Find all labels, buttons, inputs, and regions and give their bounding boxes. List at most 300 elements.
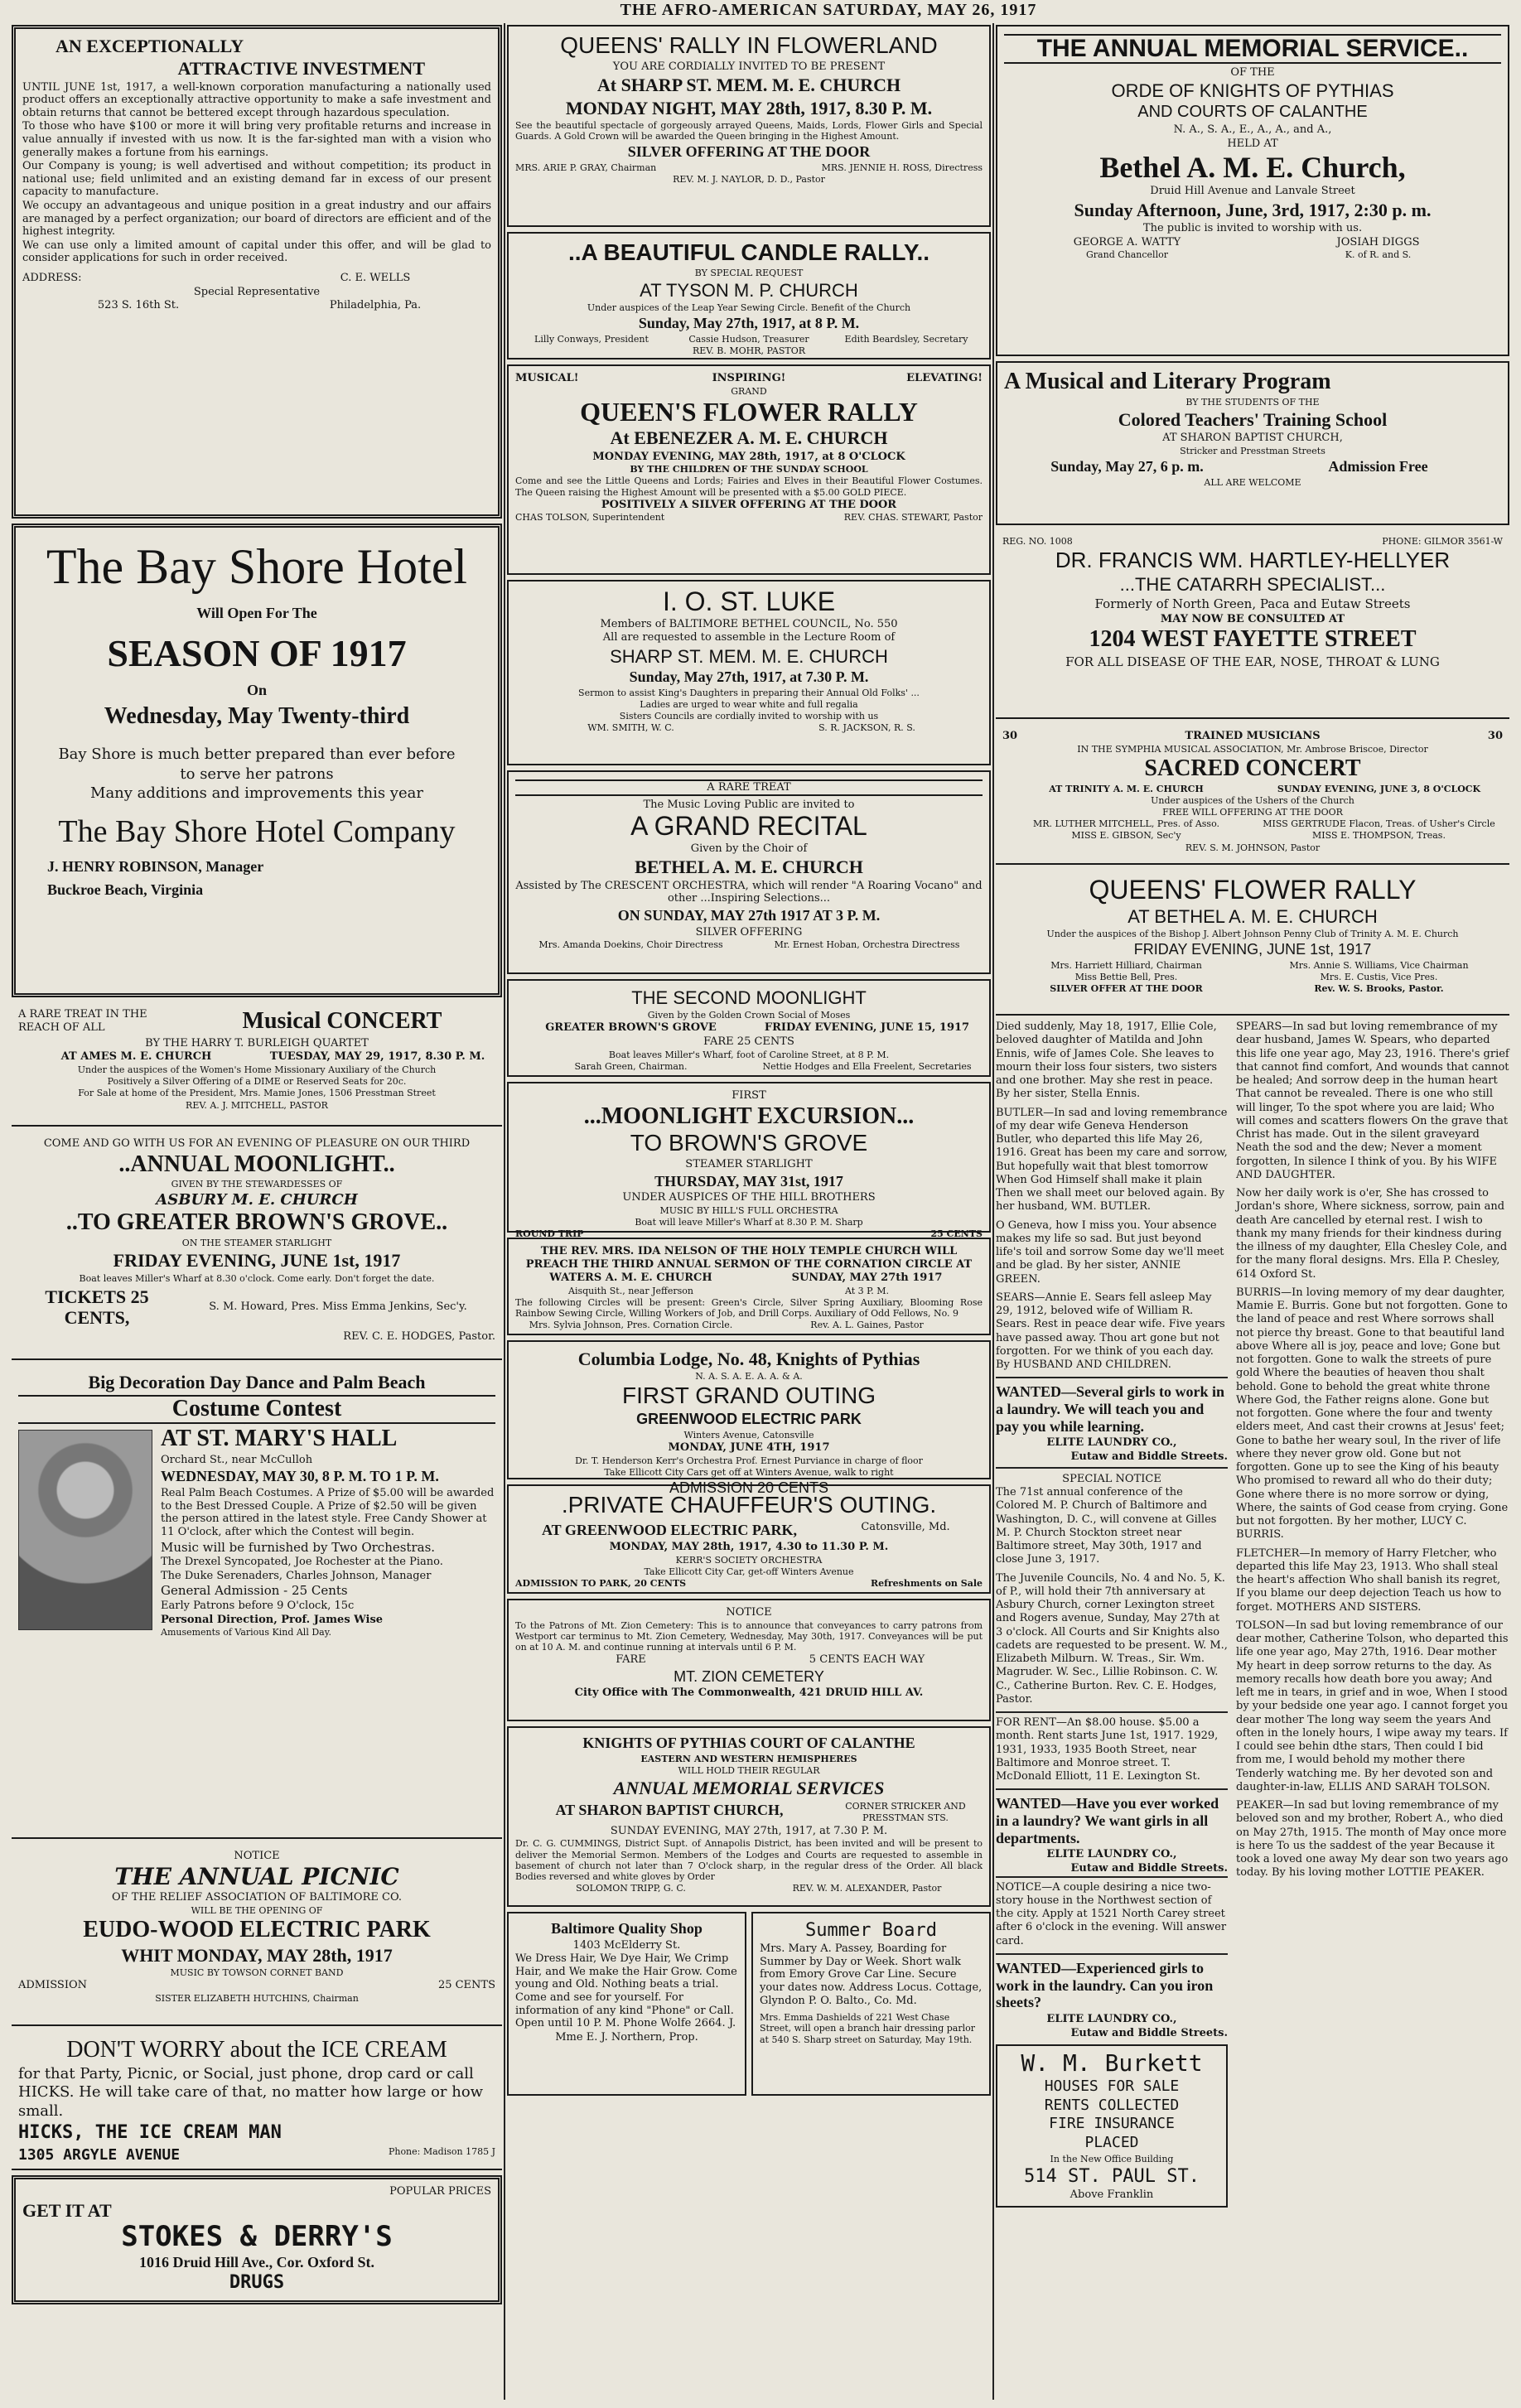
ad-body: We Dress Hair, We Dye Hair, We Crimp Hair, and We make the Hair Grow. Come young and Old. Nothing beats a trial. Come and see for yourself. For information of any kind "Phone" or Call. Open until 10 P. M. Phone Wolfe 2664. J. (515, 1952, 737, 2030)
ad-text: A RARE TREAT IN THE REACH OF ALL (18, 1008, 147, 1034)
annual-picnic-ad (12, 1844, 502, 2026)
ad-headline: MT. ZION CEMETERY (674, 1667, 824, 1685)
ad-text: RENTS COLLECTED (1044, 2096, 1180, 2114)
ad-body: To the Patrons of Mt. Zion Cemetery: This is to announce that conveyances to carry patrons from Westport car terminus to Mt. Zion Cemetery, Wednesday, May 30th, 1917. Conveyances will be put on at 10 A. M. and continue running at intervals until 6 P. M. (515, 1619, 983, 1653)
ad-text: Mr. Ernest Hoban, Orchestra Directress (774, 939, 960, 951)
ad-text: 30 (1487, 730, 1503, 742)
ad-text: HOUSES FOR SALE (1044, 2077, 1180, 2095)
ad-text: Positively a Silver Offering of a DIME or Reserved Seats for 20c. (107, 1076, 407, 1088)
ad-body: Music will be furnished by Two Orchestras. (161, 1539, 436, 1555)
ad-text: BY THE CHILDREN OF THE SUNDAY SCHOOL (630, 464, 868, 475)
ad-text: All are requested to assemble in the Lecture Room of (602, 631, 896, 644)
ad-text: OF THE RELIEF ASSOCIATION OF BALTIMORE CO. (112, 1891, 402, 1904)
ida-nelson-sermon-ad (507, 1238, 991, 1335)
ad-text: Formerly of North Green, Paca and Eutaw Streets (1094, 596, 1411, 612)
ad-body: Amusements of Various Kind All Day. (161, 1627, 331, 1638)
ad-text: Refreshments on Sale (870, 1578, 983, 1590)
queens-flower-rally-ebenezer-ad (507, 364, 991, 575)
ad-headline: TICKETS 25 CENTS, (45, 1286, 149, 1329)
ad-headline: THE ANNUAL MEMORIAL SERVICE.. (1004, 34, 1501, 64)
ad-text: CORNER STRICKER AND PRESSTMAN STS. (845, 1801, 966, 1823)
ad-text: Given by the Choir of (690, 842, 808, 855)
queens-rally-flowerland-ad (507, 25, 991, 227)
ad-headline: Big Decoration Day Dance and Palm Beach (88, 1372, 426, 1392)
ad-text: MRS. ARIE P. GRAY, Chairman (515, 162, 657, 174)
for-rent-ad (996, 1711, 1228, 1783)
ad-body: Early Patrons before 9 O'clock, 15c (161, 1600, 355, 1613)
ad-text: MISS GERTRUDE Flacon, Treas. of Usher's Circle (1263, 818, 1495, 830)
ad-body: The Drexel Syncopated, Joe Rochester at the Piano. (161, 1556, 443, 1569)
ad-headline: .PRIVATE CHAUFFEUR'S OUTING. (561, 1492, 937, 1518)
ad-text: Mrs. Sylvia Johnson, Pres. Cornation Circle. (529, 1320, 733, 1331)
ad-text: WANTED—Have you ever worked in a laundry? We want girls in all departments. (996, 1795, 1219, 1846)
ad-body: The following Circles will be present: Green's Circle, Silver Spring Auxiliary, Blooming Rose Rainbow Sewing Circle, Willing Workers of Job, and Drill Corps. Auxiliary of Odd Fellows, No. 9 (515, 1296, 983, 1320)
ad-headline: ATTRACTIVE INVESTMENT (177, 58, 425, 80)
ad-headline: AT TYSON M. P. CHURCH (640, 279, 858, 301)
ad-headline: ..A BEAUTIFUL CANDLE RALLY.. (567, 239, 930, 265)
obituary: BUTLER—In sad and loving remembrance of my dear wife Geneva Henderson Butler, who departed this life May 26, 1916. Great has been my care and sorrow, But hopefully wait that blest tomorrow When God Himself shall make it plain Then we shall meet our beloved again. By her husband, WM. BUTLER. (996, 1106, 1228, 1214)
ice-cream-ad (12, 2031, 502, 2170)
ad-text: REG. NO. 1008 (1002, 536, 1073, 547)
in-memoriam: SPEARS—In sad but loving remembrance of my dear husband, James W. Spears, who departed this life one year ago, May 23, 1916. There's grief that cannot find comfort, And wounds that cannot be healed; And sorrow deep in the human heart That cannot be revealed. There is one who still will linger, To the spot where you are laid; Who will comes and scatters flowers On the grave that Christ has made. Out in the silent graveyard Neath the sod and the dew; Never a moment forgotten, In silence I think of you. By his WIFE AND DAUGHTER. (1236, 1021, 1509, 1181)
column-3 (996, 25, 1509, 2400)
ad-body: Our Company is young; is well advertised and without competition; its product in national use; field unlimited and an existing demand far in excess of our present capacity to manufacture. (22, 160, 491, 199)
ad-text: Mrs. Annie S. Williams, Vice Chairman (1289, 959, 1469, 971)
ad-text: C. E. WELLS (340, 271, 411, 284)
column-rule (992, 23, 994, 2400)
ad-text: ADDRESS: (22, 271, 82, 284)
ad-text: PHONE: GILMOR 3561-W (1382, 536, 1503, 547)
ad-text: MUSIC BY TOWSON CORNET BAND (170, 1967, 344, 1979)
ad-text: 1305 ARGYLE AVENUE (18, 2145, 181, 2164)
ad-text: Boat will leave Miller's Wharf at 8.30 P. M. Sharp (635, 1217, 863, 1228)
ad-headline: ...MOONLIGHT EXCURSION... (583, 1103, 915, 1129)
ad-text: STEAMER STARLIGHT (685, 1158, 813, 1171)
ad-text: UNDER AUSPICES OF THE HILL BROTHERS (622, 1191, 876, 1204)
ad-text: K. of R. and S. (1345, 249, 1412, 261)
in-memoriam: PEAKER—In sad but loving remembrance of my beloved son and my brother, Robert A., who died on May 27th, 1915. The month of May once more is here To us the saddest of the year Because it took a loved one away My dear son two years ago today. By his loving mother LOTTIE PEAKER. (1236, 1799, 1509, 1880)
ad-text: 25 CENTS (437, 1979, 495, 1992)
investment-ad (12, 25, 502, 519)
ad-headline: 1204 WEST FAYETTE STREET (1089, 626, 1417, 653)
ad-body: Come and see the Little Queens and Lords; Fairies and Elves in their Beautiful Flower Costumes. The Queen raising the Highest Amount will be presented with a $5.00 GOLD PIECE. (515, 475, 983, 498)
ad-text: J. HENRY ROBINSON, Manager (47, 857, 264, 875)
ad-headline: GREENWOOD ELECTRIC PARK (636, 1411, 862, 1428)
ad-text: HELD AT (1227, 137, 1278, 150)
ad-text: Sisters Councils are cordially invited to worship with us (619, 711, 879, 722)
ad-text: 5 CENTS EACH WAY (809, 1653, 925, 1667)
ad-headline: SPECIAL NOTICE (1062, 1472, 1161, 1485)
musical-literary-program-ad (996, 361, 1509, 525)
ad-text: ADMISSION TO PARK, 20 CENTS (515, 1578, 687, 1590)
ad-text: Mrs. Harriett Hilliard, Chairman (1050, 959, 1202, 971)
in-memoriam: BURRIS—In loving memory of my dear daughter, Mamie E. Burris. Gone but not forgotten. Gone to the land of peace and rest Where sorrows shall not pierce thy breast. Gone to that beautiful land above Where all is joy, peace and love; Gone but not forgotten. Gone to walk the streets of pure gold Where the beauties of heaven thou shalt behold. Gone to behold the great white throne Where God, the Father reigns alone. Gone but not forgotten. Gone where the four and twenty elders meet, And cast their crowns at Jesus' feet; Gone to bathe her weary soul, In the river of life where they never grow old. Gone but not forgotten. Gone up to see the King of his beauty Who promised to reward all who do their duty; Gone where there is no more sorrow or dying, Where, the saints of God cease from crying. Gone but not forgotten. By her mother, LUCY C. BURRIS. (1236, 1286, 1509, 1542)
couple-notice (996, 1876, 1228, 1948)
ad-body: Real Palm Beach Costumes. A Prize of $5.00 will be awarded to the Best Dressed Couple. A Prize of $2.50 will be given the person attired in the latest style. Free Candy Shower at 11 O'clock, after which the Contest will begin. (161, 1487, 495, 1538)
ad-text: Boat leaves Miller's Wharf, foot of Caroline Street, at 8 P. M. (608, 1049, 890, 1060)
ad-text: ELEVATING! (906, 372, 983, 384)
ad-headline: AT BETHEL A. M. E. CHURCH (1127, 905, 1378, 927)
obituary: Died suddenly, May 18, 1917, Ellie Cole, beloved daughter of Matilda and John Ennis, wife of James Cole. She leaves to mourn their loss four sisters, two sisters and one brother. May she rest in peace. By her sister, Stella Ennis. (996, 1021, 1218, 1101)
column-rule (504, 23, 505, 2400)
ad-text: MONDAY, JUNE 4TH, 1917 (668, 1441, 830, 1455)
ad-text: The Music Loving Public are invited to (643, 798, 855, 811)
ad-text: Under auspices of the Leap Year Sewing Circle. Benefit of the Church (587, 302, 911, 314)
ad-body: for that Party, Picnic, or Social, just phone, drop card or call HICKS. He will take care of that, no matter how large or how small. (18, 2064, 484, 2120)
ad-text: INSPIRING! (712, 372, 786, 384)
ad-headline: Sunday, May 27th, 1917, at 7.30 P. M. (629, 668, 869, 686)
ad-text: GRAND (731, 385, 767, 397)
ad-text: Catonsville, Md. (861, 1520, 950, 1533)
chauffeurs-outing-ad (507, 1484, 991, 1594)
ad-text: Under the auspices of the Bishop J. Albert Johnson Penny Club of Trinity A. M. E. Church (1046, 928, 1459, 939)
ad-text: Nettie Hodges and Ella Freelent, Secretaries (762, 1060, 972, 1072)
ad-text: 1016 Druid Hill Ave., Cor. Oxford St. (138, 2253, 374, 2270)
obituary: SEARS—Annie E. Sears fell asleep May 29, 1912, beloved wife of William R. Sears. Rest in peace dear wife. Five years have passed away. Thou art gone but not forgotten. For we think of you each day. By HUSBAND AND CHILDREN. (996, 1291, 1225, 1371)
ad-text: REV. M. J. NAYLOR, D. D., Pastor (673, 174, 825, 186)
ad-headline: QUEENS' FLOWER RALLY (1089, 875, 1417, 905)
ad-headline: QUEENS' RALLY IN FLOWERLAND (560, 32, 938, 58)
ad-text: FIRST (732, 1089, 766, 1102)
candle-rally-ad (507, 232, 991, 360)
ad-text: GREATER BROWN'S GROVE (545, 1021, 717, 1035)
ad-text: to serve her patrons (180, 765, 334, 783)
ad-headline: A Musical and Literary Program (1004, 369, 1331, 394)
ad-text: Buckroe Beach, Virginia (47, 881, 204, 899)
laundry-wanted-ad (996, 1953, 1228, 2039)
ad-headline: WEDNESDAY, MAY 30, 8 P. M. TO 1 P. M. (161, 1468, 439, 1485)
ad-text: MR. LUTHER MITCHELL, Pres. of Asso. (1033, 818, 1219, 830)
laundry-wanted-ad (996, 1377, 1228, 1463)
ad-text: FREE WILL OFFERING AT THE DOOR (1162, 806, 1343, 818)
queens-flower-rally-bethel-ad (996, 870, 1509, 1016)
ad-text: N. A. S. A. E. A. A. & A. (695, 1371, 803, 1383)
ad-text: WANTED—Several girls to work in a laundry. We will teach you and pay you while learning. (996, 1383, 1224, 1435)
masthead: THE AFRO-AMERICAN SATURDAY, MAY 26, 1917 (620, 1, 1037, 19)
annual-moonlight-ad (12, 1132, 502, 1360)
ad-text: SOLOMON TRIPP, G. C. (576, 1883, 686, 1894)
ad-text: EASTERN AND WESTERN HEMISPHERES (640, 1753, 857, 1764)
moonlight-excursion-ad (507, 1082, 991, 1240)
ad-text: MUSIC BY HILL'S FULL ORCHESTRA (659, 1205, 838, 1217)
ad-headline: DR. FRANCIS WM. HARTLEY-HELLYER (1055, 548, 1451, 573)
column-2 (507, 25, 991, 2400)
ad-text: Above Franklin (1070, 2188, 1154, 2202)
ad-body: General Admission - 25 Cents (161, 1583, 348, 1599)
ad-text: FOR ALL DISEASE OF THE EAR, NOSE, THROAT & LUNG (1065, 654, 1440, 670)
ad-headline: A GRAND RECITAL (630, 811, 867, 842)
ad-headline: At SHARP ST. MEM. M. E. CHURCH (596, 75, 901, 96)
ad-text: Eutaw and Biddle Streets. (1070, 1862, 1228, 1875)
ad-body: Mrs. Emma Dashields of 221 West Chase Street, will open a branch hair dressing parlor at 540 S. Sharp street on Saturday, May 19th. (760, 2012, 976, 2045)
ad-text: GEORGE A. WATTY (1073, 235, 1181, 249)
ad-headline: THURSDAY, MAY 31st, 1917 (654, 1172, 843, 1190)
ad-text: AT SHARON BAPTIST CHURCH, (1162, 432, 1343, 445)
ad-body: Dr. C. G. CUMMINGS, District Supt. of Annapolis District, has been invited and will be present to deliver the Memorial Sermon. Members of the Lodges and Courts are requested to assemble in basement of church not later than 7 O'clock sharp, in the regular dress of the Order. All black Bodies reversed and white gloves by Order (515, 1838, 983, 1882)
ad-body: Assisted by The CRESCENT ORCHESTRA, which will render "A Roaring Vocano" and other ...Inspiring Selections... (515, 879, 983, 905)
ad-headline: MONDAY NIGHT, MAY 28th, 1917, 8.30 P. M. (565, 97, 933, 118)
ad-body: The Duke Serenaders, Charles Johnson, Manager (161, 1569, 432, 1582)
musical-concert-ad (12, 1002, 502, 1127)
ad-text: BY SPECIAL REQUEST (694, 267, 804, 278)
ad-headline: W. M. Burkett (1021, 2049, 1203, 2077)
ad-headline: Sunday, May 27th, 1917, at 8 P. M. (638, 315, 860, 332)
memoriam-column (1236, 1021, 1509, 2404)
ad-text: ADMISSION (18, 1979, 88, 1992)
ad-headline: BETHEL A. M. E. CHURCH (635, 857, 863, 878)
ad-text: ON THE STEAMER STARLIGHT (181, 1238, 332, 1249)
ad-text: MISS E. GIBSON, Sec'y (1071, 830, 1181, 842)
ad-headline: Baltimore Quality Shop (551, 1920, 703, 1937)
ad-text: Stricker and Presstman Streets (1180, 445, 1325, 456)
ad-headline: FRIDAY EVENING, JUNE 1st, 1917 (1133, 941, 1372, 958)
ad-text: Take Ellicott City Car, get-off Winters Avenue (644, 1566, 854, 1578)
ad-text: SILVER OFFER AT THE DOOR (1050, 983, 1203, 995)
ad-headline: AND COURTS OF CALANTHE (1137, 103, 1368, 122)
ad-headline: Summer Board (805, 1920, 937, 1941)
ad-text: NOTICE (234, 1850, 280, 1862)
ad-text: MAY NOW BE CONSULTED AT (1160, 612, 1345, 625)
ad-text: WILL HOLD THEIR REGULAR (678, 1764, 820, 1776)
ad-text: Under auspices of the Ushers of the Church (1151, 794, 1354, 806)
ad-text: SILVER OFFERING (695, 925, 803, 939)
ad-text: The public is invited to worship with us. (1142, 222, 1363, 235)
ad-text: BY THE HARRY T. BURLEIGH QUARTET (145, 1036, 369, 1050)
ad-headline: AT GREENWOOD ELECTRIC PARK, (541, 1521, 798, 1538)
ad-text: POSITIVELY A SILVER OFFERING AT THE DOOR (601, 498, 897, 511)
ad-text: REV. A. J. MITCHELL, PASTOR (186, 1099, 328, 1111)
ad-text: REV. C. E. HODGES, Pastor. (343, 1330, 495, 1344)
ad-headline: Musical CONCERT (242, 1008, 442, 1034)
ad-text: Sermon to assist King's Daughters in preparing their Annual Old Folks' ... (578, 687, 920, 698)
ad-headline: Wednesday, May Twenty-third (104, 702, 410, 729)
ad-headline: AT SHARON BAPTIST CHURCH, (555, 1802, 784, 1819)
ad-headline: ..TO GREATER BROWN'S GROVE.. (65, 1209, 448, 1236)
ad-headline: Costume Contest (18, 1395, 495, 1424)
ad-text: Admission Free (1328, 458, 1428, 475)
ad-text: FIRE INSURANCE (1049, 2115, 1175, 2133)
columbia-lodge-outing-ad (507, 1340, 991, 1497)
column-1 (12, 25, 502, 2400)
ad-body: Personal Direction, Prof. James Wise (161, 1613, 384, 1626)
ad-text: SUNDAY, MAY 27th 1917 (791, 1272, 943, 1285)
ad-text: FARE 25 CENTS (703, 1035, 794, 1049)
ad-text: Sarah Green, Chairman. (574, 1060, 688, 1072)
mt-zion-cemetery-notice (507, 1599, 991, 1721)
ad-headline: TO BROWN'S GROVE (630, 1130, 868, 1156)
ad-text: In the New Office Building (1050, 2153, 1174, 2164)
stokes-derry-drugs-ad (12, 2175, 502, 2304)
ad-text: Special Representative (193, 285, 321, 298)
court-of-calanthe-memorial-ad (507, 1726, 991, 1907)
ad-headline: AT ST. MARY'S HALL (161, 1426, 398, 1452)
ad-text: Mrs. E. Custis, Vice Pres. (1320, 971, 1438, 982)
ad-headline: SHARP ST. MEM. M. E. CHURCH (610, 645, 888, 667)
notice-text: The Juvenile Councils, No. 4 and No. 5, K. of P., will hold their 7th anniversary at Asbury Church, corner Lexington street and Rogers avenue, Sunday, May 27th at 3 o'clock. All Courts and Sir Knights also cadets are requested to be present. W. M., Elizabeth Milburn. W. Treas., Sir. Wm. Magruder. W. Sec., Lillie Robinson. C. W. C., Catherine Burton. Rev. C. E. Hodges, Pastor. (996, 1571, 1228, 1706)
ad-text: YOU ARE CORDIALLY INVITED TO BE PRESENT (612, 60, 886, 73)
ad-text: Eutaw and Biddle Streets. (1070, 2026, 1228, 2039)
st-luke-ad (507, 580, 991, 765)
ad-headline: GET IT AT (22, 2199, 112, 2221)
ad-headline: STOKES & DERRY'S (121, 2219, 393, 2253)
ad-text: Given by the Golden Crown Social of Moses (647, 1010, 851, 1021)
summer-board-ad (751, 1912, 991, 2096)
decoration-day-dance-ad (12, 1365, 502, 1839)
ad-headline: WHIT MONDAY, MAY 28th, 1917 (121, 1944, 393, 1966)
ad-text: 30 (1002, 730, 1018, 742)
ad-text: POPULAR PRICES (389, 2185, 491, 2198)
ad-headline: THE ANNUAL PICNIC (114, 1862, 399, 1890)
ad-text: GIVEN BY THE STEWARDESSES OF (171, 1179, 343, 1190)
classified-ads-row (507, 1912, 991, 2096)
ad-text: Take Ellicott City Cars get off at Winters Avenue, walk to right (604, 1466, 894, 1478)
ad-text: COME AND GO WITH US FOR AN EVENING OF PLEASURE ON OUR THIRD (43, 1137, 471, 1150)
ad-headline: ADMISSION 20 CENTS (669, 1479, 829, 1497)
ad-text: REV. CHAS. STEWART, Pastor (843, 512, 983, 524)
ad-headline: SILVER OFFERING AT THE DOOR (627, 143, 871, 161)
notice-text: FOR RENT—An $8.00 house. $5.00 a month. Rent starts June 1st, 1917. 1929, 1931, 1933, 1935 Booth Street, near Baltimore and Monroe street. T. McDonald Elliott, 11 E. Lexington St. (996, 1716, 1219, 1783)
ad-text: AT TRINITY A. M. E. CHURCH (1049, 783, 1204, 794)
ad-headline: HICKS, THE ICE CREAM MAN (18, 2122, 282, 2144)
ad-headline: FRIDAY EVENING, JUNE 1st, 1917 (113, 1250, 401, 1272)
ad-headline: ON SUNDAY, MAY 27th 1917 AT 3 P. M. (617, 906, 881, 924)
ad-text: Members of BALTIMORE BETHEL COUNCIL, No. 550 (600, 617, 898, 630)
ad-text: MONDAY, MAY 28th, 1917, 4.30 to 11.30 P. M. (609, 1541, 889, 1554)
ad-text: MISS E. THOMPSON, Treas. (1312, 830, 1446, 842)
ad-text: Miss Bettie Bell, Pres. (1074, 971, 1178, 982)
ad-headline: DON'T WORRY about the ICE CREAM (66, 2037, 447, 2063)
ad-headline: ..ANNUAL MOONLIGHT.. (118, 1151, 395, 1177)
ad-headline: AN EXCEPTIONALLY (56, 36, 244, 56)
laundry-wanted-ad (996, 1788, 1228, 1875)
ad-headline: EUDO-WOOD ELECTRIC PARK (83, 1917, 431, 1943)
ad-text: Many additions and improvements this year (90, 784, 423, 803)
ad-headline: The Bay Shore Hotel Company (58, 813, 456, 849)
ad-text: Rev. W. S. Brooks, Pastor. (1314, 983, 1444, 995)
ad-headline: ANNUAL MEMORIAL SERVICES (613, 1778, 885, 1799)
ad-text: ALL ARE WELCOME (1204, 476, 1301, 488)
ad-text: WANTED—Experienced girls to work in the laundry. Can you iron sheets? (996, 1959, 1214, 2011)
lower-section (996, 1021, 1509, 2404)
ad-text: Boat leaves Miller's Wharf at 8.30 o'clock. Come early. Don't forget the date. (79, 1272, 435, 1284)
ad-text: Druid Hill Avenue and Lanvale Street (1150, 185, 1355, 198)
ad-text: City Office with The Commonwealth, 421 DRUID HILL AV. (574, 1687, 924, 1700)
ad-text: Aisquith St., near Jefferson (568, 1285, 693, 1296)
catarrh-specialist-ad (996, 530, 1509, 719)
ad-text: ELITE LAUNDRY CO., (1046, 1436, 1177, 1450)
ad-headline: QUEEN'S FLOWER RALLY (580, 396, 918, 427)
ad-text: AT AMES M. E. CHURCH (60, 1050, 212, 1064)
ad-headline: DRUGS (229, 2272, 285, 2294)
ad-text: ELITE LAUNDRY CO., (1046, 1848, 1177, 1861)
notice-text: The 71st annual conference of the Colored M. P. Church of Baltimore and Washington, D. C., will convene at Gilles M. P. Church Stockton street near Baltimore street, May 30th, 1917 and close June 3, 1917. (996, 1486, 1217, 1566)
ad-text: Under the auspices of the Women's Home Missionary Auxiliary of the Church (77, 1064, 437, 1075)
ad-headline: At EBENEZER A. M. E. CHURCH (610, 427, 888, 449)
ad-text: S. M. Howard, Pres. Miss Emma Jenkins, Sec'y. (209, 1301, 467, 1314)
ad-text: REV. B. MOHR, PASTOR (692, 345, 806, 357)
ad-headline: Colored Teachers' Training School (1118, 408, 1388, 430)
ad-text: ELITE LAUNDRY CO., (1046, 2012, 1177, 2025)
ad-headline: Columbia Lodge, No. 48, Knights of Pythias (577, 1349, 920, 1369)
ad-text: Cassie Hudson, Treasurer (688, 334, 809, 345)
ad-text: REV. S. M. JOHNSON, Pastor (1185, 842, 1321, 853)
ad-text: KERR'S SOCIETY ORCHESTRA (675, 1555, 823, 1566)
annual-memorial-service-ad (996, 25, 1509, 356)
ad-text: FARE (616, 1653, 646, 1667)
ad-text: TRAINED MUSICIANS (1185, 730, 1321, 742)
ad-text: At 3 P. M. (844, 1285, 890, 1296)
ad-text: WATERS A. M. E. CHURCH (549, 1272, 712, 1285)
ad-text: REV. W. M. ALEXANDER, Pastor (792, 1883, 942, 1894)
ad-text: Philadelphia, Pa. (329, 299, 422, 312)
ad-text: MRS. JENNIE H. ROSS, Directress (821, 162, 983, 174)
ad-text: MUSICAL! (515, 372, 579, 384)
ad-text: On (246, 681, 267, 698)
ad-text: NOTICE (726, 1606, 772, 1619)
ad-text: SUNDAY EVENING, JUNE 3, 8 O'CLOCK (1277, 783, 1481, 794)
ad-text: IN THE SYMPHIA MUSICAL ASSOCIATION, Mr. Ambrose Briscoe, Director (1077, 743, 1428, 755)
ad-text: Will Open For The (196, 605, 317, 621)
notices-column (996, 1021, 1228, 2404)
ad-text: JOSIAH DIGGS (1336, 235, 1420, 249)
ad-headline: FIRST GRAND OUTING (622, 1383, 876, 1409)
burkett-real-estate-ad (996, 2044, 1228, 2208)
in-memoriam: TOLSON—In sad but loving remembrance of our dear mother, Catherine Tolson, who departed this life one year ago, May 27th, 1916. Dear mother My heart in deep sorrow returns to the day. As memory recalls how death bore you away; And left me in tears, in grief and in woe, When I stood by your bedside one year ago. I cannot forget you dear mother The long way seem the years And often in the lonely hours, I wipe away my tears. If I could see behin dthe stars, Then could I bid from me, I would behold my mother there Tenderly watching me. By her devoted son and daughter-in-law, ELLIS AND SARAH TOLSON. (1236, 1619, 1509, 1793)
ad-headline: SACRED CONCERT (1144, 755, 1361, 781)
ad-headline: ...THE CATARRH SPECIALIST... (1119, 573, 1386, 595)
ad-headline: THE REV. MRS. IDA NELSON OF THE HOLY TEMPLE CHURCH WILL PREACH THE THIRD ANNUAL SERMON OF THE CORNATION CIRCLE AT (525, 1245, 973, 1271)
ad-body: Mrs. Mary A. Passey, Boarding for Summer by Day or Week. Short walk from Emory Grove Car Line. Secure your dates now. Address Locus. Cottage, Glyndon P. O. Balto., Co. Md. (760, 1942, 983, 2007)
ad-body: See the beautiful spectacle of gorgeously arrayed Queens, Maids, Lords, Flower Girls and Special Guards. A Gold Crown will be awarded the Queen bringing in the Highest Amount. (515, 119, 983, 142)
ad-text: PLACED (1084, 2133, 1139, 2151)
ad-text: 1403 McElderry St. (572, 1938, 681, 1952)
ad-headline: ORDE OF KNIGHTS OF PYTHIAS (1111, 80, 1394, 102)
ad-headline: 514 ST. PAUL ST. (1024, 2165, 1200, 2187)
ad-text: WM. SMITH, W. C. (587, 722, 674, 734)
in-memoriam: Now her daily work is o'er, She has crossed to Jordan's shore, Where sickness, sorrow, pain and death Are cancelled by eternal rest. I wish to thank my many friends for their kindness during the illness of my daughter, Ella Chesley Cole, and for the many floral designs. Mrs. Ella P. Chesley, 614 Oxford St. (1236, 1187, 1508, 1281)
ad-text: MONDAY EVENING, MAY 28th, 1917, at 8 O'CLOCK (592, 450, 905, 463)
ad-text: Winters Avenue, Catonsville (683, 1429, 814, 1440)
ad-headline: Sunday Afternoon, June, 3rd, 1917, 2:30 p. m. (1074, 199, 1432, 220)
ad-body: We can use only a limited amount of capital under this offer, and will be glad to consider applications for such in order received. (22, 239, 491, 265)
ad-text: 25 CENTS (930, 1228, 983, 1240)
ad-body: We occupy an advantageous and unique position in a great industry and our affairs are managed by a perfect organization; our board of directors are efficient and of the highest integrity. (22, 199, 491, 239)
ad-text: FRIDAY EVENING, JUNE 15, 1917 (764, 1021, 970, 1035)
ad-text: Lilly Conways, President (534, 334, 649, 345)
ad-text: SISTER ELIZABETH HUTCHINS, Chairman (155, 1993, 359, 2005)
ad-headline: I. O. ST. LUKE (662, 586, 836, 616)
ad-headline: The Bay Shore Hotel (46, 539, 468, 594)
ad-text: 523 S. 16th St. (97, 299, 180, 312)
ad-headline: KNIGHTS OF PYTHIAS COURT OF CALANTHE (582, 1735, 915, 1751)
ad-text: Edith Beardsley, Secretary (844, 334, 968, 345)
ad-text: WILL BE THE OPENING OF (191, 1904, 323, 1916)
ad-text: Sunday, May 27, 6 p. m. (1050, 458, 1204, 475)
ad-text: A RARE TREAT (515, 779, 983, 796)
bay-shore-hotel-ad (12, 524, 502, 997)
ad-headline: Bethel A. M. E. Church, (1099, 150, 1406, 184)
in-memoriam: FLETCHER—In memory of Harry Fletcher, who departed this life May 23, 1913. Who shall steal the heart's affection Who shall banish its regret, If you blame our deep dejection Teach us how to forget. MOTHERS AND SISTERS. (1236, 1547, 1502, 1614)
ad-text: TUESDAY, MAY 29, 1917, 8.30 P. M. (269, 1050, 485, 1064)
ad-text: Orchard St., near McCulloh (161, 1453, 313, 1466)
ad-text: SUNDAY EVENING, MAY 27th, 1917, at 7.30 P. M. (610, 1824, 888, 1837)
ad-text: Grand Chancellor (1086, 249, 1168, 261)
obituary: O Geneva, how I miss you. Your absence makes my life so sad. But just beyond life's toil and sorrow Some day we'll meet and be glad. By her sister, ANNIE GREEN. (996, 1218, 1224, 1286)
ad-text: Phone: Madison 1785 J (388, 2145, 495, 2157)
sacred-concert-ad (996, 724, 1509, 865)
special-notice (996, 1467, 1228, 1707)
quality-shop-ad (507, 1912, 746, 2096)
